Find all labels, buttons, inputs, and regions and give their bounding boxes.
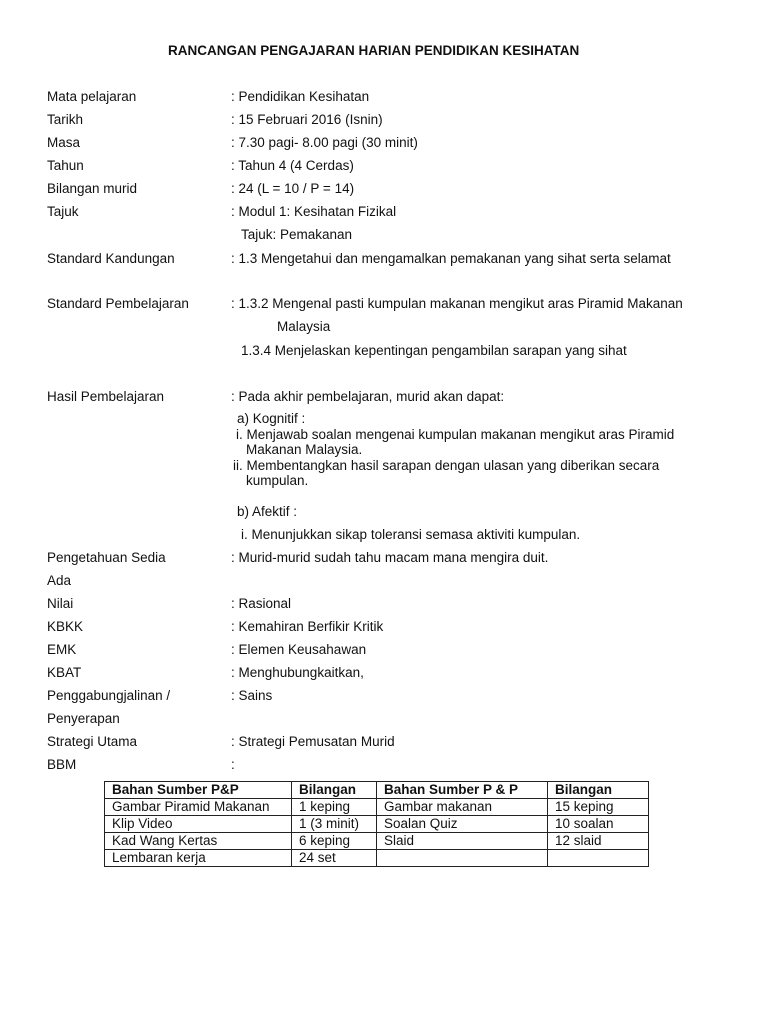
table-cell <box>548 850 649 867</box>
table-cell <box>377 850 548 867</box>
value-standard-kandungan: : 1.3 Mengetahui dan mengamalkan pemakanan yang sihat serta selamat <box>231 251 671 266</box>
value-tajuk-sub: Tajuk: Pemakanan <box>241 227 353 242</box>
table-header-cell: Bilangan <box>292 782 377 799</box>
kognitif-item-1-cont: Makanan Malaysia. <box>246 442 363 457</box>
table-row <box>105 833 649 850</box>
kognitif-item-1: i. Menjawab soalan mengenai kumpulan makanan mengikut aras Piramid <box>236 427 675 442</box>
value-masa: : 7.30 pagi- 8.00 pagi (30 minit) <box>231 135 418 150</box>
value-tajuk: : Modul 1: Kesihatan Fizikal <box>231 204 397 219</box>
value-standard-pembelajaran: : 1.3.2 Mengenal pasti kumpulan makanan mengikut aras Piramid Makanan <box>231 296 683 311</box>
label-standard-kandungan: Standard Kandungan <box>47 251 175 266</box>
label-nilai: Nilai <box>47 596 74 611</box>
label-bbm: BBM <box>47 757 77 772</box>
table-cell: Gambar Piramid Makanan <box>105 799 292 816</box>
table-cell: Gambar makanan <box>377 799 548 816</box>
label-bilangan-murid: Bilangan murid <box>47 181 138 196</box>
value-tahun: : Tahun 4 (4 Cerdas) <box>231 158 354 173</box>
value-mata-pelajaran: : Pendidikan Kesihatan <box>231 89 370 104</box>
table-header-cell: Bilangan <box>548 782 649 799</box>
value-nilai: : Rasional <box>231 596 292 611</box>
table-cell: 15 keping <box>548 799 649 816</box>
label-masa: Masa <box>47 135 81 150</box>
value-kbat: : Menghubungkaitkan, <box>231 665 364 680</box>
label-penggabungjalinan: Penggabungjalinan / <box>47 688 171 703</box>
table-cell: 12 slaid <box>548 833 649 850</box>
table-cell: Kad Wang Kertas <box>105 833 292 850</box>
label-standard-pembelajaran: Standard Pembelajaran <box>47 296 189 311</box>
value-emk: : Elemen Keusahawan <box>231 642 367 657</box>
table-row <box>105 816 649 833</box>
kognitif-item-2: ii. Membentangkan hasil sarapan dengan ulasan yang diberikan secara <box>233 458 660 473</box>
label-mata-pelajaran: Mata pelajaran <box>47 89 137 104</box>
value-bilangan-murid: : 24 (L = 10 / P = 14) <box>231 181 355 196</box>
table-cell: 6 keping <box>292 833 377 850</box>
document-title: RANCANGAN PENGAJARAN HARIAN PENDIDIKAN KESIHATAN <box>168 43 580 58</box>
table-header-cell: Bahan Sumber P & P <box>377 782 548 799</box>
label-kbkk: KBKK <box>47 619 84 634</box>
value-tarikh: : 15 Februari 2016 (Isnin) <box>231 112 383 127</box>
table-cell: 24 set <box>292 850 377 867</box>
table-cell: Lembaran kerja <box>105 850 292 867</box>
table-cell: 1 keping <box>292 799 377 816</box>
label-pengetahuan-sedia-2: Ada <box>47 573 72 588</box>
table-cell: 1 (3 minit) <box>292 816 377 833</box>
afektif-heading: b) Afektif : <box>237 504 298 519</box>
kognitif-item-2-cont: kumpulan. <box>246 473 309 488</box>
label-tarikh: Tarikh <box>47 112 84 127</box>
value-pengetahuan-sedia: : Murid-murid sudah tahu macam mana mengira duit. <box>231 550 549 565</box>
label-penyerapan: Penyerapan <box>47 711 120 726</box>
table-row <box>105 799 649 816</box>
value-bbm: : <box>231 757 235 772</box>
table-cell: Soalan Quiz <box>377 816 548 833</box>
label-emk: EMK <box>47 642 77 657</box>
afektif-item-1: i. Menunjukkan sikap toleransi semasa aktiviti kumpulan. <box>241 527 581 542</box>
table-header-row <box>105 782 649 799</box>
table-cell: Slaid <box>377 833 548 850</box>
table-cell: Klip Video <box>105 816 292 833</box>
value-kbkk: : Kemahiran Berfikir Kritik <box>231 619 384 634</box>
table-cell: 10 soalan <box>548 816 649 833</box>
table-header-cell: Bahan Sumber P&P <box>105 782 292 799</box>
value-penggabungjalinan: : Sains <box>231 688 273 703</box>
kognitif-heading: a) Kognitif : <box>237 411 306 426</box>
value-standard-pembelajaran-2: 1.3.4 Menjelaskan kepentingan pengambilan sarapan yang sihat <box>241 343 627 358</box>
label-kbat: KBAT <box>47 665 82 680</box>
value-strategi-utama: : Strategi Pemusatan Murid <box>231 734 395 749</box>
value-standard-pembelajaran-cont: Malaysia <box>277 319 331 334</box>
value-hasil-pembelajaran: : Pada akhir pembelajaran, murid akan dapat: <box>231 389 505 404</box>
bbm-table <box>104 781 649 867</box>
label-tajuk: Tajuk <box>47 204 79 219</box>
table-row <box>105 850 649 867</box>
label-strategi-utama: Strategi Utama <box>47 734 138 749</box>
label-pengetahuan-sedia: Pengetahuan Sedia <box>47 550 166 565</box>
label-hasil-pembelajaran: Hasil Pembelajaran <box>47 389 165 404</box>
label-tahun: Tahun <box>47 158 84 173</box>
